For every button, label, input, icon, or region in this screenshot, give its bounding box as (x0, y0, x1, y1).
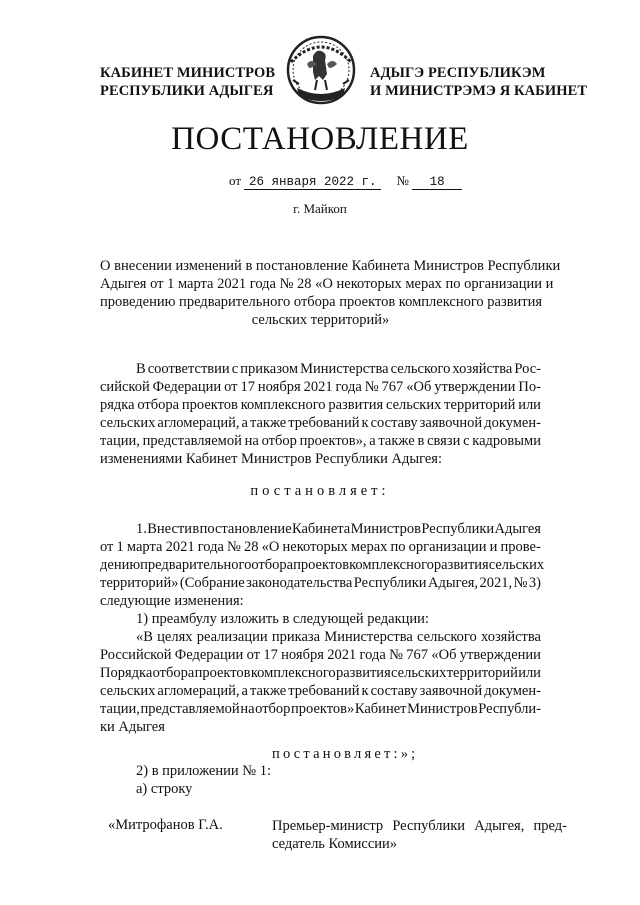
word: сельских (100, 683, 156, 699)
word: Порядка (100, 665, 153, 681)
word: Республики (421, 521, 495, 537)
text-line (100, 360, 541, 378)
issuer-line-2: РЕСПУБЛИКИ АДЫГЕЯ (100, 83, 274, 99)
subject-line: О внесении изменений в постановление Кабинета Министров Республики (100, 258, 561, 274)
word: Кабинет (354, 701, 407, 717)
appendix-changes (100, 762, 541, 798)
word: В (136, 361, 146, 377)
word: к (361, 415, 369, 431)
word: 2021 (303, 379, 333, 395)
word: проектов (181, 397, 238, 413)
word: комплексного (349, 557, 434, 573)
word: приказом (240, 361, 299, 377)
subject-line: Адыгея от 1 марта 2021 года № 28 «О некоторых мерах по организации и (100, 276, 554, 292)
word: на (240, 701, 255, 717)
word: приказа (271, 629, 321, 645)
resolves-heading: постановляет: (250, 483, 390, 499)
word: развития (433, 557, 489, 573)
document-date: 26 января 2022 г. (244, 176, 381, 190)
word: целях (157, 629, 193, 645)
word: хозяйства (452, 361, 513, 377)
word: или (518, 665, 541, 681)
word: 1 (116, 539, 124, 555)
word: Федерации (152, 379, 222, 395)
word: Министерства (324, 629, 413, 645)
word: отбора (152, 665, 195, 681)
word: № (227, 539, 241, 555)
word: а (241, 415, 248, 431)
word: агломераций, (157, 415, 240, 431)
word: сельских (488, 557, 545, 573)
document-title: ПОСТАНОВЛЕНИЕ (171, 121, 469, 157)
date-prefix: от (229, 173, 242, 188)
document-number: 18 (412, 176, 462, 190)
word: Адыгея (494, 521, 541, 537)
word: утверждении (434, 379, 516, 395)
word: 2021 (327, 647, 357, 663)
word: реализации (196, 629, 268, 645)
word: «Об (431, 647, 457, 663)
word: территорий (446, 665, 518, 681)
word: постановление (199, 521, 292, 537)
word: проектов» (291, 701, 355, 717)
text-line: изменениями Кабинет Министров Республики Адыгея: (100, 451, 442, 467)
word: хозяйства (481, 629, 541, 645)
date-number-line (229, 173, 462, 190)
word: развития (335, 665, 391, 681)
word: проектов (293, 557, 350, 573)
word: Российской (100, 647, 172, 663)
issuer-line-1: КАБИНЕТ МИНИСТРОВ (100, 65, 276, 81)
word: отбора (137, 397, 180, 413)
word: от (246, 647, 261, 663)
word: заявочной (419, 415, 483, 431)
text-line (100, 396, 541, 414)
word: ноября (257, 379, 301, 395)
member-position (272, 817, 567, 853)
word: предварительного (140, 557, 252, 573)
word: проектов», (299, 433, 367, 449)
text-line: 1) преамбулу изложить в следующей редакции: (136, 611, 429, 627)
word: марта (126, 539, 163, 555)
text-line (100, 646, 541, 664)
word: требований (288, 683, 360, 699)
word: с (231, 361, 239, 377)
word: сельских (385, 397, 442, 413)
text-line (100, 574, 541, 592)
word: и (489, 539, 498, 555)
word: Министерства (300, 361, 389, 377)
word: также (249, 683, 287, 699)
word: 767 (406, 647, 429, 663)
word: № (513, 575, 528, 591)
word: года (359, 647, 386, 663)
word: 1. (136, 521, 147, 537)
word: Внести (147, 521, 192, 537)
preamble-paragraph (100, 360, 541, 468)
word: ноября (281, 647, 324, 663)
word: докумен- (484, 683, 541, 699)
word: а (369, 433, 376, 449)
text-line (100, 664, 541, 682)
word: Республики (392, 818, 466, 834)
word: от (224, 379, 238, 395)
word: от (100, 539, 114, 555)
amendments-paragraph (100, 520, 545, 736)
word: сельских (100, 415, 156, 431)
word: тации, (100, 701, 140, 717)
text-line (100, 628, 541, 646)
word: организации (408, 539, 487, 555)
word: отбор (261, 433, 297, 449)
word: некоторых (282, 539, 348, 555)
word: Кабинета (292, 521, 351, 537)
word: территорий (444, 397, 516, 413)
word: к (361, 683, 369, 699)
word: или (518, 397, 541, 413)
word: Республики (353, 575, 427, 591)
text-line (100, 414, 541, 432)
text-line: ки Адыгея (100, 719, 165, 735)
text-line: а) строку (136, 781, 193, 797)
word: проектов (194, 665, 251, 681)
word: с (463, 433, 470, 449)
word: представляемой (140, 701, 240, 717)
word: рядка (100, 397, 135, 413)
word: комплексного (240, 397, 326, 413)
word: утверждении (459, 647, 541, 663)
issuer-name-russian (100, 64, 275, 100)
word: сельского (417, 629, 477, 645)
word: «Об (406, 379, 432, 395)
word: отбора (251, 557, 294, 573)
word: 17 (240, 379, 255, 395)
word: развития (328, 397, 384, 413)
word: составу (370, 683, 418, 699)
word: Рос- (514, 361, 541, 377)
word: докумен- (484, 415, 541, 431)
word: в (192, 521, 200, 537)
word: «В (136, 629, 153, 645)
word: а (241, 683, 248, 699)
text-line (100, 682, 541, 700)
word: комплексного (250, 665, 336, 681)
text-line (100, 432, 541, 450)
coat-of-arms-icon (283, 34, 359, 112)
word: 2021, (479, 575, 513, 591)
text-line (100, 520, 541, 538)
text-line (100, 538, 541, 556)
word: представляемой (142, 433, 242, 449)
word: по (390, 539, 406, 555)
text-line: 2) в приложении № 1: (136, 763, 271, 779)
word: в (417, 433, 425, 449)
text-line: следующие изменения: (100, 593, 244, 609)
word: связи (427, 433, 461, 449)
word: также (249, 415, 287, 431)
word: на (244, 433, 259, 449)
issuer-name-adyghe (370, 64, 587, 100)
city-name: г. Майкоп (293, 201, 347, 216)
word: 17 (263, 647, 278, 663)
word: Федерации (174, 647, 244, 663)
subject-line: проведению предварительного отбора проектов комплексного развития (100, 294, 543, 310)
word: заявочной (419, 683, 483, 699)
word: прове- (500, 539, 541, 555)
word: Адыгея, (427, 575, 479, 591)
word: составу (370, 415, 418, 431)
word: 767 (381, 379, 404, 395)
position-line: седатель Комиссии» (272, 836, 398, 852)
word: мерах (350, 539, 388, 555)
word: агломераций, (157, 683, 240, 699)
text-line (100, 700, 541, 718)
word: года (197, 539, 224, 555)
word: кадровыми (472, 433, 541, 449)
word: сельского (390, 361, 451, 377)
text-line (100, 556, 545, 574)
word: Министров (350, 521, 422, 537)
member-name: «Митрофанов Г.А. (108, 817, 223, 833)
text-line (100, 378, 541, 396)
word: законодательства (246, 575, 353, 591)
document-subject (100, 257, 561, 329)
word: 28 (244, 539, 259, 555)
position-line (272, 817, 567, 835)
word: территорий» (100, 575, 179, 591)
issuer-adyghe-line-2: И МИНИСТРЭМЭ Я КАБИНЕТ (370, 83, 588, 99)
word: 3) (528, 575, 541, 591)
word: пред- (533, 818, 567, 834)
subject-line: сельских территорий» (251, 312, 390, 328)
number-sign: № (396, 173, 409, 188)
word: отбор (255, 701, 291, 717)
quoted-resolves-heading: постановляет:»; (272, 746, 419, 762)
word: также (378, 433, 415, 449)
word: года (335, 379, 362, 395)
word: «О (261, 539, 280, 555)
word: Министров (407, 701, 478, 717)
word: 2021 (165, 539, 195, 555)
word: соответствии (147, 361, 230, 377)
word: сельских (391, 665, 447, 681)
word: № (389, 647, 403, 663)
word: требований (288, 415, 360, 431)
issuer-adyghe-line-1: АДЫГЭ РЕСПУБЛИКЭМ (370, 65, 546, 81)
word: № (364, 379, 379, 395)
word: сийской (100, 379, 150, 395)
word: По- (518, 379, 541, 395)
word: (Собрание (179, 575, 245, 591)
word: тации, (100, 433, 140, 449)
word: Республи- (478, 701, 541, 717)
word: Адыгея, (474, 818, 525, 834)
word: Премьер-министр (272, 818, 384, 834)
word: дению (100, 557, 141, 573)
